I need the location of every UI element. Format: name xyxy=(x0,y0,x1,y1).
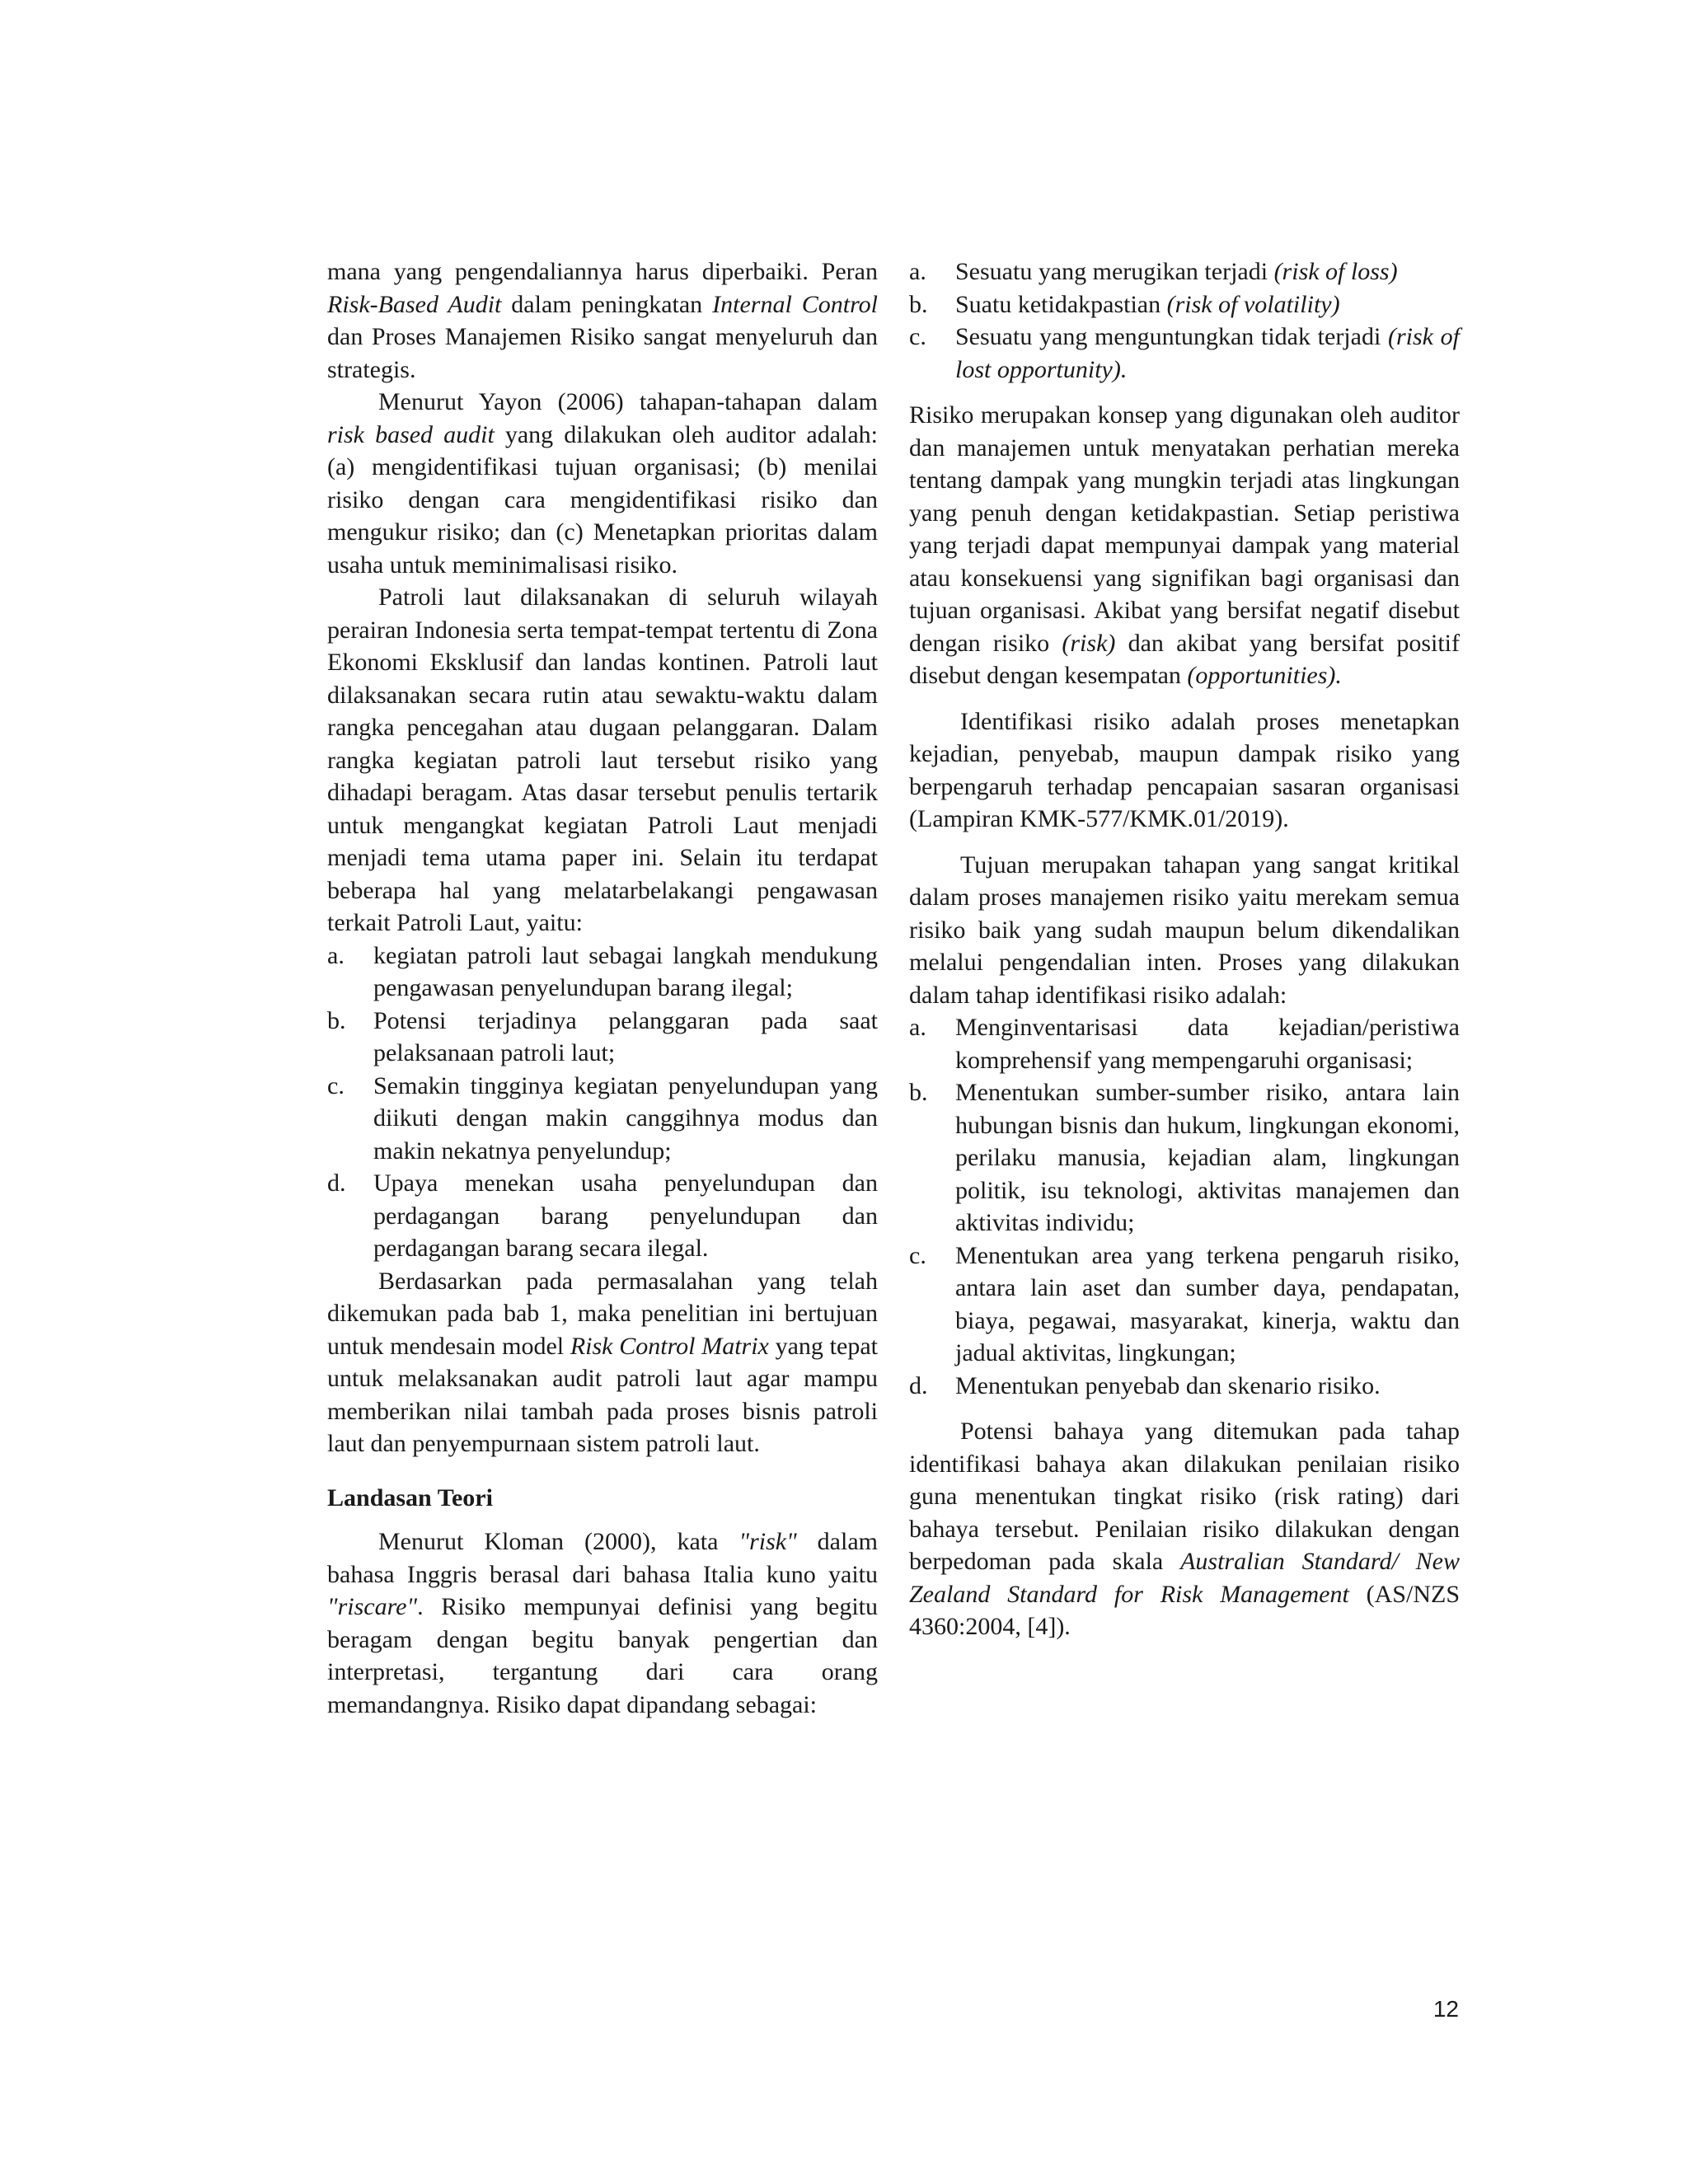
list-item xyxy=(909,255,1460,288)
italic-text: (risk of volatility) xyxy=(1166,290,1340,318)
list-item xyxy=(909,1370,1460,1403)
paragraph xyxy=(327,1265,878,1460)
list-marker: b. xyxy=(327,1006,346,1034)
list-marker: a. xyxy=(909,258,926,285)
list-item xyxy=(327,940,878,1005)
text: Menurut Kloman (2000), kata xyxy=(378,1528,739,1555)
left-column xyxy=(327,255,878,1721)
text: Sesuatu yang menguntungkan tidak terjadi xyxy=(955,323,1388,350)
text: Sesuatu yang merugikan terjadi xyxy=(955,258,1274,285)
text: Potensi bahaya yang ditemukan pada tahap identifikasi bahaya akan dilakukan penilaian risiko guna menentukan tingkat risiko (risk rating) dari bahaya tersebut. Penilaian risiko dilakukan dengan berpedoman pada skala xyxy=(909,1418,1460,1575)
italic-text: (risk of lost opportunity). xyxy=(955,323,1460,383)
paragraph xyxy=(327,386,878,581)
list-marker: c. xyxy=(909,1241,926,1269)
paragraph xyxy=(909,1415,1460,1643)
italic-text: (risk) xyxy=(1062,629,1116,657)
list-marker: b. xyxy=(909,290,928,318)
list-text: Menginventarisasi data kejadian/peristiwa komprehensif yang mempengaruhi organisasi; xyxy=(955,1014,1460,1074)
text: dan akibat yang bersifat positif disebut dengan kesempatan xyxy=(909,629,1460,689)
right-column xyxy=(909,255,1460,1643)
list-marker: b. xyxy=(909,1079,928,1106)
list xyxy=(909,255,1460,386)
list-item xyxy=(909,288,1460,321)
text: dalam bahasa Inggris berasal dari bahasa Italia kuno yaitu xyxy=(327,1528,878,1588)
list xyxy=(327,940,878,1265)
list-item xyxy=(909,1076,1460,1240)
list-text xyxy=(955,255,1460,288)
page-number: 12 xyxy=(1432,1996,1459,2022)
list-marker: c. xyxy=(327,1071,345,1099)
paragraph xyxy=(327,255,878,386)
list-item xyxy=(327,1005,878,1070)
text: Berdasarkan pada permasalahan yang telah dikemukan pada bab 1, maka penelitian ini bertujuan untuk mendesain model xyxy=(327,1267,878,1360)
paragraph: Patroli laut dilaksanakan di seluruh wilayah perairan Indonesia serta tempat-tempat tertentu di Zona Ekonomi Eksklusif dan landas kontinen. Patroli laut dilaksanakan secara rutin atau sewaktu-waktu dalam rangka pencegahan atau dugaan pelanggaran. Dalam rangka kegiatan patroli laut tersebut risiko yang dihadapi beragam. Atas dasar tersebut penulis tertarik untuk mengangkat kegiatan Patroli Laut menjadi menjadi tema utama paper ini. Selain itu terdapat beberapa hal yang melatarbelakangi pengawasan terkait Patroli Laut, yaitu: xyxy=(327,583,878,936)
list-item xyxy=(909,1011,1460,1076)
italic-text: Risk-Based Audit xyxy=(327,290,502,318)
section-heading: Landasan Teori xyxy=(327,1483,493,1511)
text: (AS/NZS 4360:2004, [4]). xyxy=(909,1580,1461,1640)
italic-text: Australian Standard/ New Zealand Standard for Risk Management xyxy=(909,1548,1461,1608)
italic-text: (risk of loss) xyxy=(1273,258,1398,285)
list-item xyxy=(327,1167,878,1265)
list-text xyxy=(955,288,1460,321)
text: . Risiko mempunyai definisi yang begitu beragam dengan begitu banyak pengertian dan interpretasi, tergantung dari cara orang memandangnya. Risiko dapat dipandang sebagai: xyxy=(327,1593,878,1718)
list-text xyxy=(955,321,1460,386)
text: Risiko merupakan konsep yang digunakan oleh auditor dan manajemen untuk menyatakan perhatian mereka tentang dampak yang mungkin terjadi atas lingkungan yang penuh dengan ketidakpastian. Setiap peristiwa yang terjadi dapat mempunyai dampak yang material atau konsekuensi yang signifikan bagi organisasi dan tujuan organisasi. Akibat yang bersifat negatif disebut dengan risiko xyxy=(909,401,1460,657)
text: yang tepat untuk melaksanakan audit patroli laut agar mampu memberikan nilai tambah pada proses bisnis patroli laut dan penyempurnaan sistem patroli laut. xyxy=(327,1332,878,1457)
list xyxy=(909,1011,1460,1402)
list-marker: a. xyxy=(327,941,345,969)
paragraph: Tujuan merupakan tahapan yang sangat kritikal dalam proses manajemen risiko yaitu merekam semua risiko baik yang sudah maupun belum dikendalikan melalui pengendalian inten. Proses yang dilakukan dalam tahap identifikasi risiko adalah: xyxy=(909,851,1460,1009)
text: yang dilakukan oleh auditor adalah: (a) mengidentifikasi tujuan organisasi; (b) menilai risiko dengan cara mengidentifikasi risiko dan mengukur risiko; dan (c) Menetapkan prioritas dalam usaha untuk meminimalisasi risiko. xyxy=(327,420,878,579)
italic-text: Risk Control Matrix xyxy=(570,1332,769,1360)
list-marker: c. xyxy=(909,323,926,350)
text: dan Proses Manajemen Risiko sangat menyeluruh dan strategis. xyxy=(327,323,878,383)
list-item xyxy=(909,1240,1460,1370)
list-text: Potensi terjadinya pelanggaran pada saat pelaksanaan patroli laut; xyxy=(373,1006,878,1066)
italic-text: "riscare" xyxy=(327,1593,418,1620)
italic-text: risk based audit xyxy=(327,420,495,448)
list-text: kegiatan patroli laut sebagai langkah mendukung pengawasan penyelundupan barang ilegal; xyxy=(373,941,878,1001)
text: Suatu ketidakpastian xyxy=(955,290,1167,318)
paragraph xyxy=(327,1526,878,1721)
list-text: Semakin tingginya kegiatan penyelundupan yang diikuti dengan makin canggihnya modus dan makin nekatnya penyelundup; xyxy=(373,1071,878,1165)
list-marker: d. xyxy=(327,1169,346,1197)
list-text: Menentukan area yang terkena pengaruh risiko, antara lain aset dan sumber daya, pendapatan, biaya, pegawai, masyarakat, kinerja, waktu dan jadual aktivitas, lingkungan; xyxy=(955,1241,1460,1366)
list-marker: a. xyxy=(909,1014,926,1041)
italic-text: (opportunities). xyxy=(1187,662,1342,689)
list-item xyxy=(909,321,1460,386)
text: Menurut Yayon (2006) tahapan-tahapan dalam xyxy=(378,388,878,415)
list-text: Upaya menekan usaha penyelundupan dan perdagangan barang penyelundupan dan perdagangan barang secara ilegal. xyxy=(373,1169,878,1262)
paragraph: Identifikasi risiko adalah proses menetapkan kejadian, penyebab, maupun dampak risiko yang berpengaruh terhadap pencapaian sasaran organisasi (Lampiran KMK-577/KMK.01/2019). xyxy=(909,707,1460,832)
list-item xyxy=(327,1070,878,1168)
text: dalam peningkatan xyxy=(501,290,713,318)
text: mana yang pengendaliannya harus diperbaiki. Peran xyxy=(327,258,878,285)
italic-text: "risk" xyxy=(738,1528,797,1555)
list-text: Menentukan penyebab dan skenario risiko. xyxy=(955,1371,1381,1399)
list-text: Menentukan sumber-sumber risiko, antara lain hubungan bisnis dan hukum, lingkungan ekonomi, perilaku manusia, kejadian alam, lingkungan politik, isu teknologi, aktivitas manajemen dan aktivitas individu; xyxy=(955,1079,1460,1236)
list-marker: d. xyxy=(909,1371,928,1399)
italic-text: Internal Control xyxy=(712,290,878,318)
paragraph xyxy=(909,399,1460,692)
